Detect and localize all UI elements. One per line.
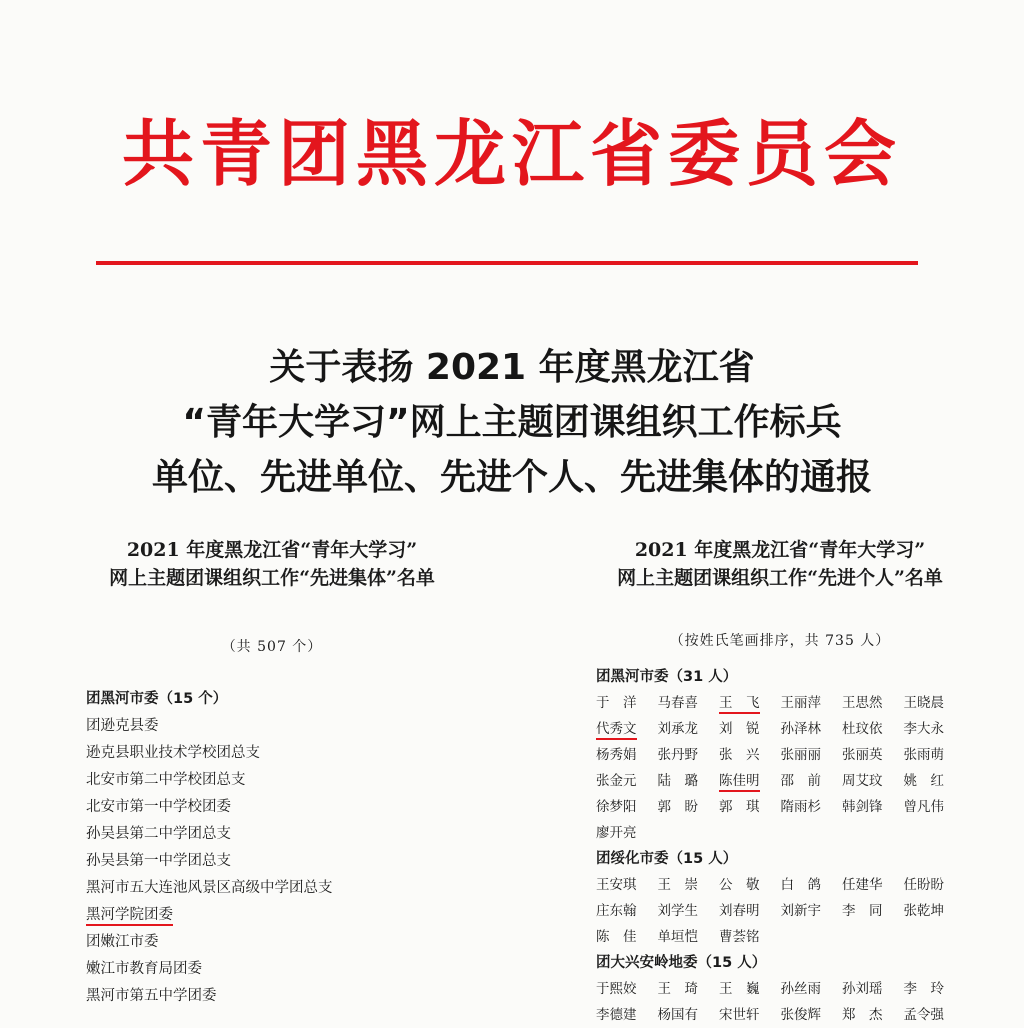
collective-unit-item: 北安市第一中学校团委 <box>86 799 231 815</box>
person-name: 李德建 <box>596 1007 637 1023</box>
person-name: 刘承龙 <box>657 721 698 737</box>
collective-list-title <box>62 536 482 592</box>
person-name: 曹荟铭 <box>719 929 760 945</box>
person-name: 孟令强 <box>903 1007 944 1023</box>
person-name: 李 同 <box>842 903 883 919</box>
collective-unit-item: 黑河市第五中学团委 <box>86 988 217 1004</box>
person-name: 孙刘瑶 <box>842 981 883 997</box>
person-name: 王 飞 <box>719 690 781 716</box>
document-title-line: 关于表扬 2021 年度黑龙江省 <box>269 347 755 388</box>
individual-group-heading: 团黑河市委（31 人） <box>596 669 738 685</box>
name-row <box>596 898 1000 924</box>
document-title-line: 单位、先进单位、先进个人、先进集体的通报 <box>151 457 872 498</box>
individual-list-title-line: 网上主题团课组织工作“先进个人”名单 <box>617 567 943 589</box>
person-name: 任建华 <box>842 877 883 893</box>
person-name: 代秀文 <box>596 716 658 742</box>
person-name: 杜玟依 <box>842 721 883 737</box>
person-name: 邵 前 <box>780 773 821 789</box>
person-name: 杨秀娟 <box>596 747 637 763</box>
person-name: 孙泽林 <box>780 721 821 737</box>
individual-list <box>560 664 1000 1028</box>
collective-unit-item: 黑河学院团委 <box>86 902 482 929</box>
letterhead-title: 共青团黑龙江省委员会 <box>121 112 902 196</box>
individual-list-column <box>560 536 1000 1028</box>
collective-unit-item: 黑河市五大连池风景区高级中学团总支 <box>86 880 333 896</box>
name-row <box>596 716 1000 742</box>
person-name: 姚 红 <box>903 773 944 789</box>
person-name: 廖开亮 <box>596 825 637 841</box>
collective-unit-item: 孙吴县第二中学团总支 <box>86 826 231 842</box>
letterhead-red-rule <box>96 261 918 265</box>
individual-list-title <box>560 536 1000 592</box>
person-name: 任盼盼 <box>903 877 944 893</box>
person-name: 王安琪 <box>596 877 637 893</box>
person-name: 刘新宇 <box>780 903 821 919</box>
person-name: 陈 佳 <box>596 929 637 945</box>
person-name: 张雨萌 <box>903 747 944 763</box>
collective-unit-item: 逊克县职业技术学校团总支 <box>86 745 260 761</box>
name-row <box>596 794 1000 820</box>
person-name: 李大永 <box>903 721 944 737</box>
person-name: 单垣恺 <box>657 929 698 945</box>
person-name: 庄东翰 <box>596 903 637 919</box>
collective-list-title-line: 2021 年度黑龙江省“青年大学习” <box>126 539 418 561</box>
collective-unit-item: 北安市第二中学校团总支 <box>86 772 246 788</box>
person-name: 公 敬 <box>719 877 760 893</box>
person-name: 马春喜 <box>657 695 698 711</box>
person-name: 刘学生 <box>657 903 698 919</box>
name-row <box>596 976 1000 1002</box>
person-name: 宋世轩 <box>719 1007 760 1023</box>
person-name: 徐梦阳 <box>596 799 637 815</box>
person-name: 刘 锐 <box>719 721 760 737</box>
name-row <box>596 820 1000 846</box>
collective-unit-item: 嫩江市教育局团委 <box>86 961 202 977</box>
person-name: 隋雨杉 <box>780 799 821 815</box>
name-row <box>596 768 1000 794</box>
person-name: 周艾玟 <box>842 773 883 789</box>
name-row <box>596 872 1000 898</box>
person-name: 王丽萍 <box>780 695 821 711</box>
person-name: 王 崇 <box>657 877 698 893</box>
person-name: 郭 琪 <box>719 799 760 815</box>
collective-unit-item: 团逊克县委 <box>86 718 159 734</box>
collective-count: （共 507 个） <box>221 639 323 655</box>
individual-group-heading: 团大兴安岭地委（15 人） <box>596 955 767 971</box>
individual-list-title-line: 2021 年度黑龙江省“青年大学习” <box>634 539 926 561</box>
person-name: 孙丝雨 <box>780 981 821 997</box>
person-name: 张俊辉 <box>780 1007 821 1023</box>
person-name: 张丹野 <box>657 747 698 763</box>
person-name: 王 巍 <box>719 981 760 997</box>
person-name: 王晓晨 <box>903 695 944 711</box>
person-name: 曾凡伟 <box>903 799 944 815</box>
collective-unit-item: 孙吴县第一中学团总支 <box>86 853 231 869</box>
person-name: 白 鸽 <box>780 877 821 893</box>
name-row <box>596 1002 1000 1028</box>
person-name: 张丽丽 <box>780 747 821 763</box>
person-name: 张丽英 <box>842 747 883 763</box>
person-name: 王 琦 <box>657 981 698 997</box>
collective-unit-item: 团嫩江市委 <box>86 934 159 950</box>
name-row <box>596 924 1000 950</box>
person-name: 杨国有 <box>657 1007 698 1023</box>
person-name: 于 洋 <box>596 695 637 711</box>
person-name: 郭 盼 <box>657 799 698 815</box>
name-row <box>596 742 1000 768</box>
person-name: 于熙姣 <box>596 981 637 997</box>
person-name: 李 玲 <box>903 981 944 997</box>
individual-group-heading: 团绥化市委（15 人） <box>596 851 738 867</box>
person-name: 刘春明 <box>719 903 760 919</box>
person-name: 韩剑锋 <box>842 799 883 815</box>
person-name: 陈佳明 <box>719 768 781 794</box>
person-name: 张乾坤 <box>903 903 944 919</box>
collective-list-column <box>62 536 482 1010</box>
collective-list <box>62 686 482 1010</box>
person-name: 陆 璐 <box>657 773 698 789</box>
collective-group-heading: 团黑河市委（15 个） <box>86 691 228 707</box>
individual-count: （按姓氏笔画排序，共 735 人） <box>669 633 891 649</box>
person-name: 张金元 <box>596 773 637 789</box>
person-name: 郑 杰 <box>842 1007 883 1023</box>
document-title <box>40 340 984 505</box>
person-name: 张 兴 <box>719 747 760 763</box>
name-row <box>596 690 1000 716</box>
document-title-line: “青年大学习”网上主题团课组织工作标兵 <box>182 402 842 443</box>
person-name: 王思然 <box>842 695 883 711</box>
collective-list-title-line: 网上主题团课组织工作“先进集体”名单 <box>109 567 435 589</box>
